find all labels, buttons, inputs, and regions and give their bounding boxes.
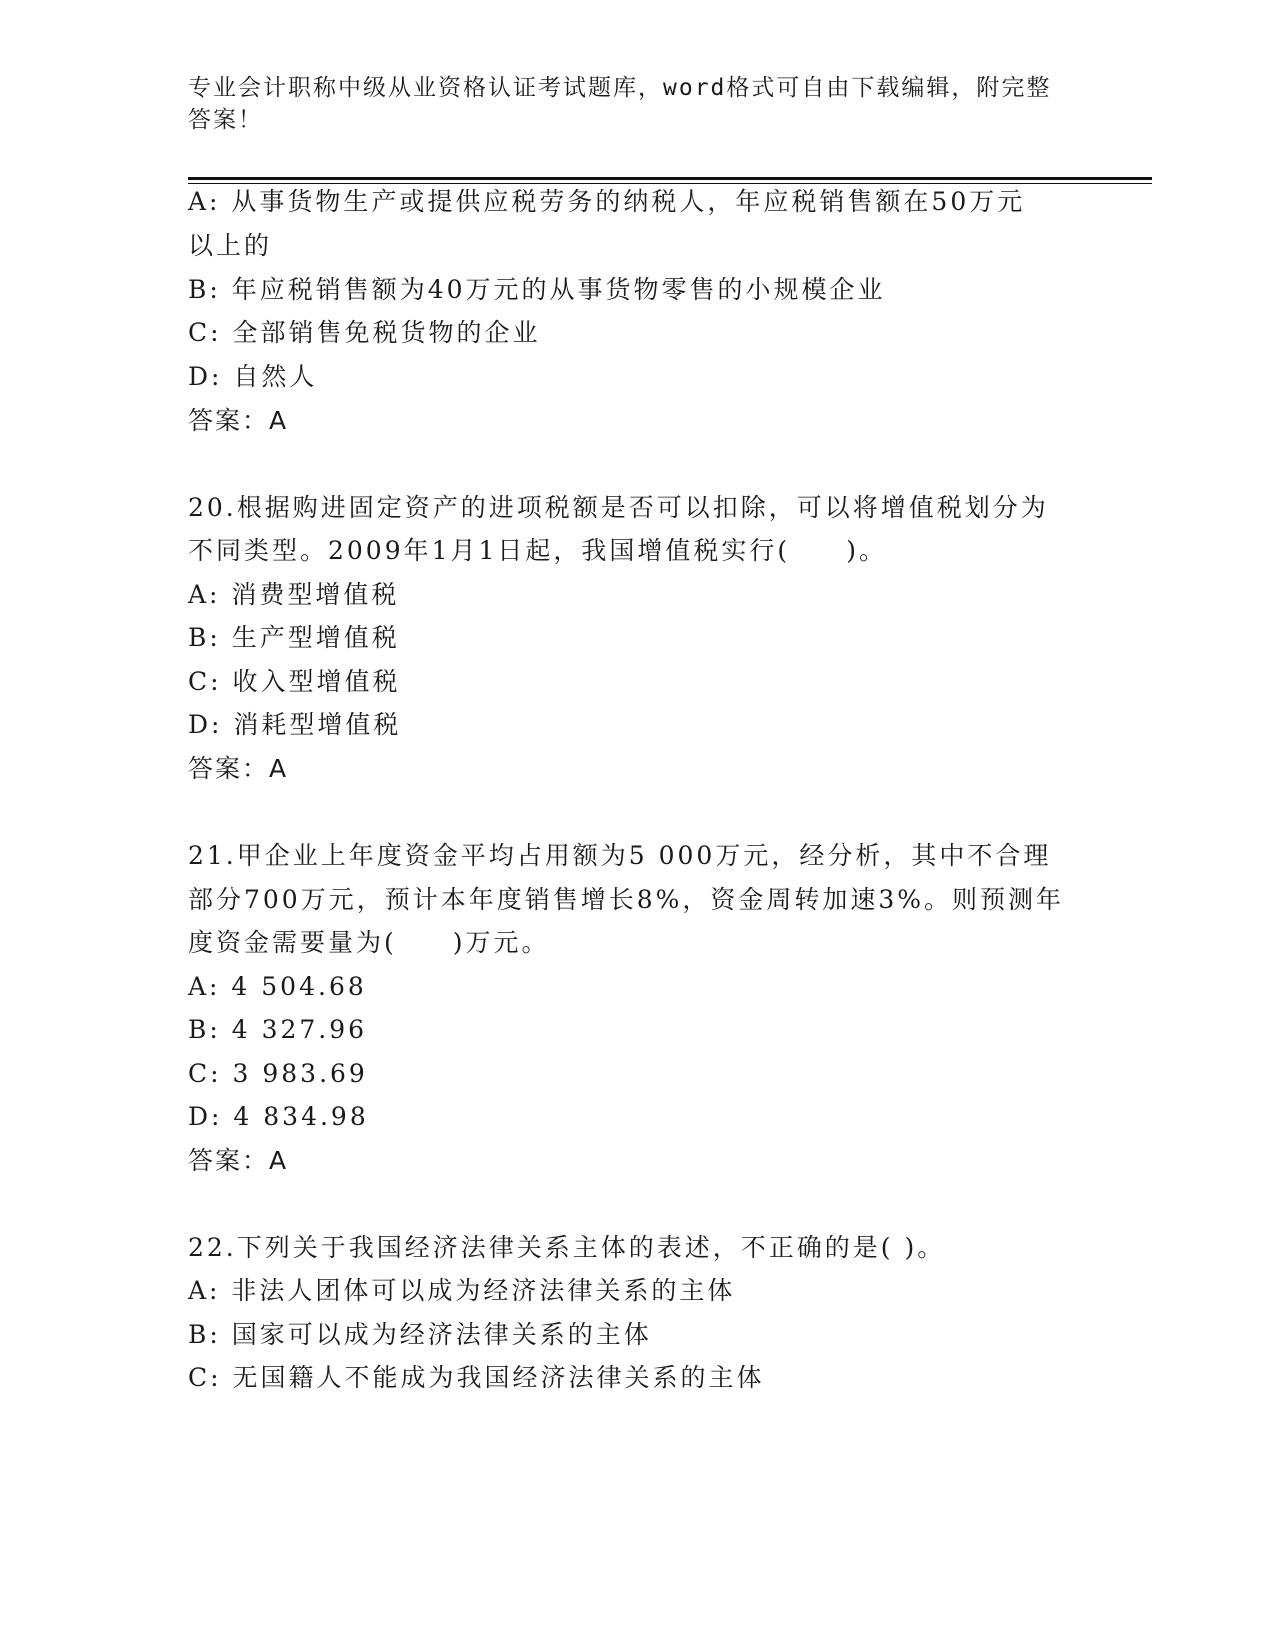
q20-option-a: A: 消费型增值税 [188,580,400,609]
prev-answer: 答案：A [188,406,289,435]
q20-answer: 答案：A [188,754,289,783]
q22-option-c: C: 无国籍人不能成为我国经济法律关系的主体 [188,1363,765,1392]
q21-option-c: C: 3 983.69 [188,1059,368,1088]
q21-stem-line3: 度资金需要量为( )万元。 [188,928,550,957]
header-divider-thick [188,177,1152,180]
q21-answer: 答案：A [188,1146,289,1175]
q20-option-d: D: 消耗型增值税 [188,710,402,739]
prev-option-c: C: 全部销售免税货物的企业 [188,318,541,347]
q20-option-b: B: 生产型增值税 [188,623,400,652]
q20-stem-line1: 20.根据购进固定资产的进项税额是否可以扣除，可以将增值税划分为 [188,493,1049,522]
q20-option-c: C: 收入型增值税 [188,667,401,696]
q21-option-b: B: 4 327.96 [188,1015,368,1044]
q21-stem-line2: 部分700万元，预计本年度销售增长8%，资金周转加速3%。则预测年 [188,885,1065,914]
q20-stem-line2: 不同类型。2009年1月1日起，我国增值税实行( )。 [188,536,887,565]
q22-stem-line1: 22.下列关于我国经济法律关系主体的表述，不正确的是( )。 [188,1233,946,1262]
header-divider-thin [188,183,1152,184]
q22-option-b: B: 国家可以成为经济法律关系的主体 [188,1320,652,1349]
prev-option-a-cont: 以上的 [188,231,273,260]
q21-stem-line1: 21.甲企业上年度资金平均占用额为5 000万元，经分析，其中不合理 [188,841,1052,870]
q21-option-d: D: 4 834.98 [188,1102,369,1131]
q21-option-a: A: 4 504.68 [188,972,367,1001]
prev-option-d: D: 自然人 [188,362,318,391]
q22-option-a: A: 非法人团体可以成为经济法律关系的主体 [188,1276,736,1305]
prev-option-a: A: 从事货物生产或提供应税劳务的纳税人，年应税销售额在50万元 [188,187,1026,216]
header-note: 专业会计职称中级从业资格认证考试题库，word格式可自由下载编辑，附完整答案！ [188,75,1052,133]
prev-option-b: B: 年应税销售额为40万元的从事货物零售的小规模企业 [188,275,886,304]
